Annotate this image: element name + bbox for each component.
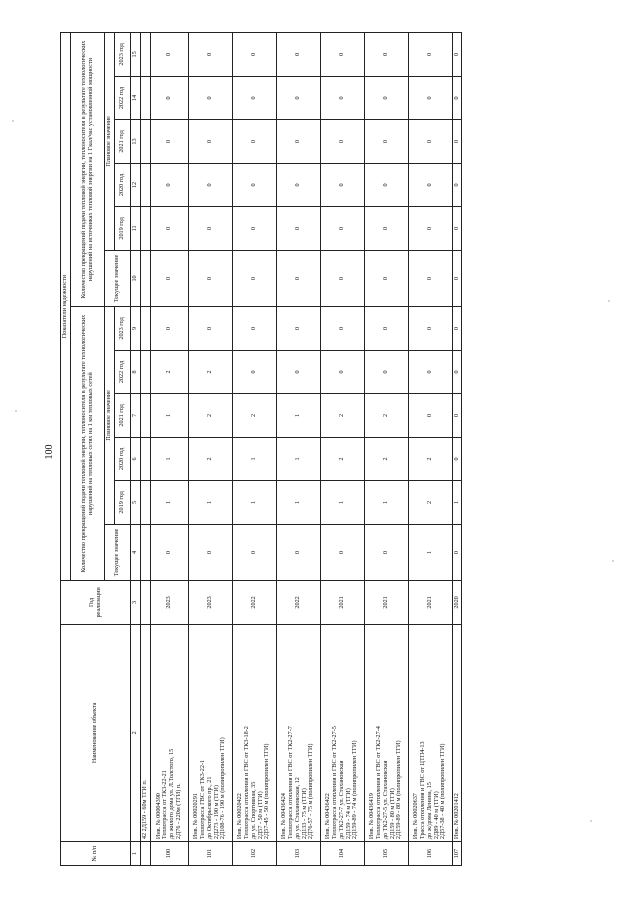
scan-mark bbox=[612, 560, 614, 562]
table-row bbox=[364, 33, 408, 866]
value-b-2: 0 bbox=[232, 163, 276, 206]
value-b-3: 0 bbox=[364, 120, 408, 163]
table-row bbox=[320, 33, 364, 866]
implementation-year: 2021 bbox=[408, 581, 452, 624]
header-year-a-2023: 2023 год bbox=[115, 307, 131, 350]
row-number: 105 bbox=[364, 842, 408, 866]
object-name-line: Инв. № 00020291 bbox=[192, 793, 200, 840]
value-b-1: 0 bbox=[408, 207, 452, 250]
column-number: 4 bbox=[131, 524, 141, 581]
value-b-0: 0 bbox=[320, 250, 364, 307]
object-name-line: 2Д76-57 - 75 м (полипропилен ТГИ) bbox=[307, 743, 315, 840]
value-b-1: 0 bbox=[188, 207, 232, 250]
value-a-0: 0 bbox=[320, 524, 364, 581]
value-a-4: 0 bbox=[364, 350, 408, 393]
value-b-5: 0 bbox=[452, 33, 462, 77]
value-b-3: 0 bbox=[232, 120, 276, 163]
value-a-2: 1 bbox=[232, 437, 276, 480]
value-a-2: 0 bbox=[452, 437, 462, 480]
value-a-1: 1 bbox=[232, 481, 276, 524]
value-a-1: 1 bbox=[188, 481, 232, 524]
rotated-table-container bbox=[60, 32, 580, 866]
table-row bbox=[140, 33, 150, 866]
value-b-3: 0 bbox=[320, 120, 364, 163]
table-row bbox=[452, 33, 462, 866]
value-a-2 bbox=[140, 437, 150, 480]
value-a-5: 0 bbox=[452, 307, 462, 350]
implementation-year: 2022 bbox=[276, 581, 320, 624]
value-b-4 bbox=[140, 76, 150, 119]
value-b-2 bbox=[140, 163, 150, 206]
row-number: 106 bbox=[408, 842, 452, 866]
object-name-line: Теплотрасса ГВС от ТК3-22-1 bbox=[198, 759, 206, 840]
object-name-line: до ул. Стахановская, 12 bbox=[293, 777, 301, 840]
value-a-3 bbox=[140, 394, 150, 437]
object-name bbox=[364, 624, 408, 841]
value-b-2: 0 bbox=[320, 163, 364, 206]
reliability-table bbox=[60, 32, 462, 866]
value-a-1: 2 bbox=[408, 481, 452, 524]
value-a-5 bbox=[140, 307, 150, 350]
object-name-line: Теплотрасса от ТК3-22-21 bbox=[161, 770, 169, 840]
object-name-line: Теплотрасса отопления и ГВС от ТК2-27-7 bbox=[286, 726, 294, 840]
object-name-line: до Октябрьского пр., 21 bbox=[205, 776, 213, 840]
value-a-0: 0 bbox=[364, 524, 408, 581]
value-b-3: 0 bbox=[408, 120, 452, 163]
value-b-4: 0 bbox=[276, 76, 320, 119]
value-b-5: 0 bbox=[320, 33, 364, 77]
value-a-3: 0 bbox=[452, 394, 462, 437]
value-a-5: 0 bbox=[276, 307, 320, 350]
header-name: Наименование объекта bbox=[61, 624, 131, 841]
column-number: 11 bbox=[131, 207, 141, 250]
object-name bbox=[452, 624, 462, 841]
value-b-4: 0 bbox=[320, 76, 364, 119]
value-a-1: 1 bbox=[364, 481, 408, 524]
header-planned-b: Плановое значение bbox=[105, 33, 115, 251]
value-b-0: 0 bbox=[452, 250, 462, 307]
column-number: 5 bbox=[131, 481, 141, 524]
value-b-3: 0 bbox=[276, 120, 320, 163]
value-b-4: 0 bbox=[452, 76, 462, 119]
column-number: 13 bbox=[131, 120, 141, 163]
column-number: 10 bbox=[131, 250, 141, 307]
value-a-3: 0 bbox=[408, 394, 452, 437]
object-name-line: 2Д76 - 220м (ТГИ) п. bbox=[174, 783, 182, 840]
value-a-5: 0 bbox=[150, 307, 188, 350]
implementation-year: 2020 bbox=[452, 581, 462, 624]
value-a-2: 1 bbox=[150, 437, 188, 480]
value-a-2: 2 bbox=[408, 437, 452, 480]
object-name-line: 2Д57-45 - 50 м (полипропилен ТГИ) bbox=[263, 743, 271, 840]
object-name-line: 42 2Д159 - 60м ТГИ п. bbox=[140, 779, 148, 840]
value-b-1 bbox=[140, 207, 150, 250]
value-a-5: 0 bbox=[188, 307, 232, 350]
header-year-b-2023: 2023 год bbox=[115, 33, 131, 77]
value-b-2: 0 bbox=[188, 163, 232, 206]
value-b-1: 0 bbox=[452, 207, 462, 250]
value-a-4: 2 bbox=[150, 350, 188, 393]
column-number: 8 bbox=[131, 350, 141, 393]
object-name bbox=[408, 624, 452, 841]
object-name-line: 2Д133 - 75 м (ТГИ) bbox=[300, 788, 308, 840]
header-year-b-2022: 2022 год bbox=[115, 76, 131, 119]
row-number: 103 bbox=[276, 842, 320, 866]
table-row bbox=[232, 33, 276, 866]
value-a-5: 0 bbox=[320, 307, 364, 350]
value-b-3: 0 bbox=[452, 120, 462, 163]
value-b-0: 0 bbox=[408, 250, 452, 307]
object-name bbox=[320, 624, 364, 841]
header-year-a-2021: 2021 год bbox=[115, 394, 131, 437]
column-number-row bbox=[131, 33, 141, 866]
table-row bbox=[150, 33, 188, 866]
value-b-5: 0 bbox=[364, 33, 408, 77]
row-number: 107 bbox=[452, 842, 462, 866]
row-number: 102 bbox=[232, 842, 276, 866]
header-year-b-2021: 2021 год bbox=[115, 120, 131, 163]
value-a-3: 1 bbox=[276, 394, 320, 437]
value-a-0: 0 bbox=[232, 524, 276, 581]
object-name-line: 2Д159-89 - 74 м (полипропилен ТГИ) bbox=[351, 740, 359, 840]
scan-mark bbox=[590, 820, 592, 822]
column-number: 3 bbox=[131, 581, 141, 624]
value-a-1: 1 bbox=[276, 481, 320, 524]
table-row bbox=[408, 33, 452, 866]
header-current-b: Текущее значение bbox=[105, 250, 131, 307]
value-a-4: 0 bbox=[320, 350, 364, 393]
header-no: № п/п bbox=[61, 842, 131, 866]
value-a-0: 0 bbox=[276, 524, 320, 581]
value-b-1: 0 bbox=[150, 207, 188, 250]
row-number: 100 bbox=[150, 842, 188, 866]
row-number: 101 bbox=[188, 842, 232, 866]
value-a-0: 0 bbox=[452, 524, 462, 581]
object-name bbox=[188, 624, 232, 841]
object-name bbox=[276, 624, 320, 841]
column-number: 2 bbox=[131, 624, 141, 841]
table-row bbox=[276, 33, 320, 866]
header-planned-a: Плановое значение bbox=[105, 307, 115, 524]
value-b-4: 0 bbox=[408, 76, 452, 119]
object-name-line: 2Д159-89 - 80 м (полипропилен ТГИ) bbox=[395, 740, 403, 840]
value-b-4: 0 bbox=[364, 76, 408, 119]
object-name-line: Инв. № 00436422 bbox=[324, 793, 332, 840]
column-number: 9 bbox=[131, 307, 141, 350]
value-a-3: 2 bbox=[232, 394, 276, 437]
value-a-1: 1 bbox=[150, 481, 188, 524]
implementation-year: 2023 bbox=[188, 581, 232, 624]
value-a-1: 1 bbox=[320, 481, 364, 524]
object-name-line: 2Д273 - 190 м (ТГИ) bbox=[212, 785, 220, 840]
object-name-line: 2Д57 - 50 м (ТГИ) bbox=[256, 791, 264, 840]
header-year-b-2019: 2019 год bbox=[115, 207, 131, 250]
value-b-5: 0 bbox=[150, 33, 188, 77]
header-current-a: Текущее значение bbox=[105, 524, 131, 581]
page-number: 100 bbox=[44, 444, 55, 460]
value-b-2: 0 bbox=[408, 163, 452, 206]
value-b-4: 0 bbox=[150, 76, 188, 119]
row-number: 104 bbox=[320, 842, 364, 866]
value-b-0: 0 bbox=[188, 250, 232, 307]
value-b-1: 0 bbox=[232, 207, 276, 250]
header-year-a-2020: 2020 год bbox=[115, 437, 131, 480]
value-b-2: 0 bbox=[276, 163, 320, 206]
value-b-0: 0 bbox=[232, 250, 276, 307]
object-name-line: до жилого дома ул. Л.Толстого, 15 bbox=[168, 748, 176, 840]
column-number: 1 bbox=[131, 842, 141, 866]
value-a-3: 2 bbox=[320, 394, 364, 437]
object-name-line: 2Д89 - 40 м (ТГИ) bbox=[432, 791, 440, 840]
value-b-5: 0 bbox=[188, 33, 232, 77]
value-a-2: 2 bbox=[320, 437, 364, 480]
value-b-0: 0 bbox=[364, 250, 408, 307]
value-b-2: 0 bbox=[364, 163, 408, 206]
header-group-a: Количество прекращений подачи тепловой энергии, теплоносителя в результате технологических нарушений на тепловых сетях на 1 км тепловых сетей bbox=[71, 307, 105, 581]
object-name-line: до ТК2-27-5 ул. Стахановская bbox=[381, 760, 389, 840]
column-number: 6 bbox=[131, 437, 141, 480]
value-a-5: 0 bbox=[232, 307, 276, 350]
object-name-line: до ж/дома Ленина, 15 bbox=[425, 782, 433, 840]
object-name-line: 2Д57-38 - 40 м (полипропилен ТГИ) bbox=[439, 743, 447, 840]
value-b-5 bbox=[140, 33, 150, 77]
scan-mark bbox=[12, 120, 14, 122]
value-b-1: 0 bbox=[364, 207, 408, 250]
object-name-line: Теплотрасса отопления и ГВС от ТК2-27-4 bbox=[374, 726, 382, 840]
value-a-2: 2 bbox=[188, 437, 232, 480]
value-b-0 bbox=[140, 250, 150, 307]
header-year: Год реализации bbox=[61, 581, 131, 624]
value-b-0: 0 bbox=[150, 250, 188, 307]
object-name bbox=[232, 624, 276, 841]
value-b-1: 0 bbox=[276, 207, 320, 250]
value-a-0: 0 bbox=[188, 524, 232, 581]
value-b-3 bbox=[140, 120, 150, 163]
header-year-a-2019: 2019 год bbox=[115, 481, 131, 524]
value-a-1 bbox=[140, 481, 150, 524]
value-b-0: 0 bbox=[276, 250, 320, 307]
value-a-4: 0 bbox=[452, 350, 462, 393]
header-year-b-2020: 2020 год bbox=[115, 163, 131, 206]
value-b-4: 0 bbox=[188, 76, 232, 119]
value-b-5: 0 bbox=[408, 33, 452, 77]
column-number: 14 bbox=[131, 76, 141, 119]
table-body bbox=[140, 33, 462, 866]
column-number: 7 bbox=[131, 394, 141, 437]
object-name-line: Инв. № 00436424 bbox=[280, 793, 288, 840]
implementation-year: 2021 bbox=[364, 581, 408, 624]
object-name-line: Теплотрасса отопления и ГВС от ТК3-18-2 bbox=[242, 726, 250, 840]
column-number: 12 bbox=[131, 163, 141, 206]
value-a-2: 2 bbox=[364, 437, 408, 480]
value-a-0: 0 bbox=[150, 524, 188, 581]
value-a-3: 2 bbox=[188, 394, 232, 437]
table-row bbox=[188, 33, 232, 866]
object-name-line: Инв. № 00020637 bbox=[412, 793, 420, 840]
object-name-line: до ТК2-27-7 ул. Стахановская bbox=[337, 760, 345, 840]
object-name-line: Инв. № 00020422 bbox=[236, 793, 244, 840]
value-a-5: 0 bbox=[408, 307, 452, 350]
value-a-4: 0 bbox=[408, 350, 452, 393]
value-a-1: 1 bbox=[452, 481, 462, 524]
value-b-5: 0 bbox=[232, 33, 276, 77]
value-b-2: 0 bbox=[150, 163, 188, 206]
object-name bbox=[150, 624, 188, 841]
object-name-line: до ул. Спортивная, 35 bbox=[249, 781, 257, 840]
header-year-a-2022: 2022 год bbox=[115, 350, 131, 393]
scan-mark bbox=[608, 300, 610, 302]
value-a-0: 1 bbox=[408, 524, 452, 581]
object-name bbox=[140, 624, 150, 841]
object-name-line: Теплотрасса отопления и ГВС от ТК2-27-5 bbox=[330, 726, 338, 840]
implementation-year: 2022 bbox=[232, 581, 276, 624]
value-b-2: 0 bbox=[452, 163, 462, 206]
scan-mark bbox=[15, 410, 17, 412]
implementation-year bbox=[140, 581, 150, 624]
column-number: 15 bbox=[131, 33, 141, 77]
value-b-5: 0 bbox=[276, 33, 320, 77]
value-a-2: 1 bbox=[276, 437, 320, 480]
value-a-4: 0 bbox=[276, 350, 320, 393]
object-name-line: Трасса отопления и ГВС от ЦТП4-13 bbox=[418, 741, 426, 840]
value-a-3: 1 bbox=[150, 394, 188, 437]
row-number bbox=[140, 842, 150, 866]
value-b-1: 0 bbox=[320, 207, 364, 250]
object-name-line: Инв. № 00004390 bbox=[154, 793, 162, 840]
value-b-4: 0 bbox=[232, 76, 276, 119]
object-name-line: 2Д108-76 - 190 м (полипропилен ТГИ) bbox=[219, 737, 227, 840]
value-a-4: 0 bbox=[232, 350, 276, 393]
implementation-year: 2021 bbox=[320, 581, 364, 624]
value-a-0 bbox=[140, 524, 150, 581]
value-a-3: 2 bbox=[364, 394, 408, 437]
value-a-4: 2 bbox=[188, 350, 232, 393]
object-name-line: Инв. № 00436419 bbox=[368, 793, 376, 840]
implementation-year: 2023 bbox=[150, 581, 188, 624]
value-b-3: 0 bbox=[150, 120, 188, 163]
object-name-line: Инв. № 00201412 bbox=[452, 793, 460, 840]
header-group-b: Количество прекращений подачи тепловой энергии, теплоносителя в результате технологических нарушений на источниках тепловой энергии на 1 Гкал/час установленной мощности bbox=[71, 33, 105, 307]
value-b-3: 0 bbox=[188, 120, 232, 163]
header-group-title: Показатели надежности bbox=[61, 33, 71, 581]
object-name-line: 2Д159 - 80 м (ТГИ) bbox=[388, 788, 396, 840]
value-a-4 bbox=[140, 350, 150, 393]
value-a-5: 0 bbox=[364, 307, 408, 350]
object-name-line: 2Д159 - 74 м (ТГИ) bbox=[344, 788, 352, 840]
